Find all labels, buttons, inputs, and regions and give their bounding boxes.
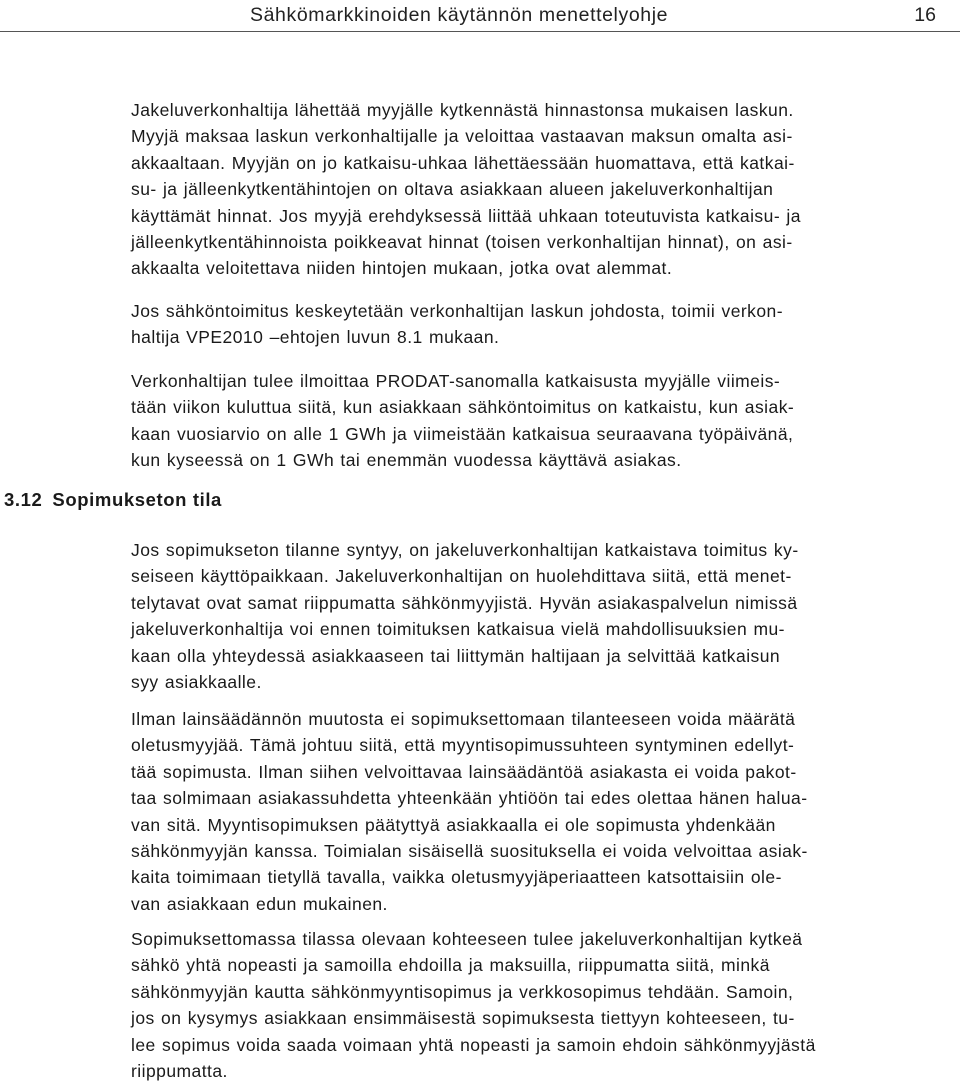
text-line: tään viikon kuluttua siitä, kun asiakkaan sähköntoimitus on katkaistu, kun asiak- <box>131 397 795 418</box>
paragraph-default-supplier <box>131 706 951 917</box>
text-line: käyttämät hinnat. Jos myyjä erehdyksessä liittää uhkaan toteutuvista katkaisu- ja <box>131 205 801 226</box>
text-line: Sopimuksettomassa tilassa olevaan kohteeseen tulee jakeluverkonhaltijan kytkeä <box>131 929 803 949</box>
text-line: oletusmyyjää. Tämä johtuu siitä, että myyntisopimussuhteen syntyminen edellyt- <box>131 735 795 756</box>
section-number: 3.12 <box>4 489 43 510</box>
text-line: sähkönmyyjän kanssa. Toimialan sisäisellä suosituksella ei voida velvoittaa asiak- <box>131 840 808 861</box>
paragraph-connection <box>131 926 951 1084</box>
text-line: akkaaltaan. Myyjän on jo katkaisu-uhkaa lähettäessään huomattava, että katkai- <box>131 152 795 173</box>
text-line: Myyjä maksaa laskun verkonhaltijalle ja veloittaa vastaavan maksun omalta asi- <box>131 126 793 147</box>
text-line: sähkö yhtä nopeasti ja samoilla ehdoilla ja maksuilla, riippumatta siitä, minkä <box>131 955 770 976</box>
paragraph-contractless-situation <box>131 537 951 695</box>
text-line: Jos sähköntoimitus keskeytetään verkonhaltijan laskun johdosta, toimii verkon- <box>131 301 783 321</box>
text-line: kaan vuosiarvio on alle 1 GWh ja viimeistään katkaisua seuraavana työpäivänä, <box>131 423 794 444</box>
text-line: kun kyseessä on 1 GWh tai enemmän vuodessa käyttävä asiakas. <box>131 450 682 471</box>
text-line: telytavat ovat samat riippumatta sähkönmyyjistä. Hyvän asiakaspalvelun nimissä <box>131 592 798 613</box>
text-line: van sitä. Myyntisopimuksen päätyttyä asiakkaalla ei ole sopimusta yhdenkään <box>131 814 776 835</box>
text-line: seiseen käyttöpaikkaan. Jakeluverkonhaltijan on huolehdittava siitä, että menet- <box>131 566 792 587</box>
document-title: Sähkömarkkinoiden käytännön menettelyohje <box>250 4 669 26</box>
text-line: syy asiakkaalle. <box>131 671 262 692</box>
text-line: haltija VPE2010 –ehtojen luvun 8.1 mukaan. <box>131 327 500 348</box>
text-line: sähkönmyyjän kautta sähkönmyyntisopimus ja verkkosopimus tehdään. Samoin, <box>131 981 794 1002</box>
text-line: riippumatta. <box>131 1060 228 1081</box>
text-line: Jakeluverkonhaltija lähettää myyjälle kytkennästä hinnastonsa mukaisen laskun. <box>131 100 794 120</box>
section-title: Sopimukseton tila <box>52 489 222 510</box>
text-line: Ilman lainsäädännön muutosta ei sopimuksettomaan tilanteeseen voida määrätä <box>131 709 796 729</box>
text-line: kaita toimimaan tietyllä tavalla, vaikka oletusmyyjäperiaatteen katsottaisiin ole- <box>131 867 782 888</box>
text-line: akkaalta veloitettava niiden hintojen mukaan, jotka ovat alemmat. <box>131 258 673 279</box>
section-heading <box>4 489 222 511</box>
page-number: 16 <box>914 4 936 26</box>
header-divider <box>0 31 960 32</box>
text-line: jakeluverkonhaltija voi ennen toimituksen katkaisua vielä mahdollisuuksien mu- <box>131 619 785 640</box>
text-line: jälleenkytkentähinnoista poikkeavat hinnat (toisen verkonhaltijan hinnat), on asi- <box>131 231 793 252</box>
text-line: jos on kysymys asiakkaan ensimmäisestä sopimuksesta tiettyyn kohteeseen, tu- <box>131 1008 795 1029</box>
page-header <box>0 0 960 32</box>
paragraph-billing <box>131 97 951 282</box>
text-line: taa solmimaan asiakassuhdetta yhteenkään yhtiöön tai edes olettaa hänen halua- <box>131 788 808 809</box>
text-line: van asiakkaan edun mukainen. <box>131 893 388 914</box>
text-line: su- ja jälleenkytkentähintojen on oltava asiakkaan alueen jakeluverkonhaltijan <box>131 179 774 200</box>
text-line: Jos sopimukseton tilanne syntyy, on jakeluverkonhaltijan katkaistava toimitus ky- <box>131 540 799 560</box>
text-line: Verkonhaltijan tulee ilmoittaa PRODAT-sanomalla katkaisusta myyjälle viimeis- <box>131 371 781 391</box>
paragraph-notification <box>131 368 951 474</box>
text-line: kaan olla yhteydessä asiakkaaseen tai liittymän haltijaan ja selvittää katkaisun <box>131 645 781 666</box>
text-line: lee sopimus voida saada voimaan yhtä nopeasti ja samoin ehdoin sähkönmyyjästä <box>131 1034 816 1055</box>
text-line: tää sopimusta. Ilman siihen velvoittavaa lainsäädäntöä asiakasta ei voida pakot- <box>131 761 797 782</box>
paragraph-interruption <box>131 298 951 351</box>
